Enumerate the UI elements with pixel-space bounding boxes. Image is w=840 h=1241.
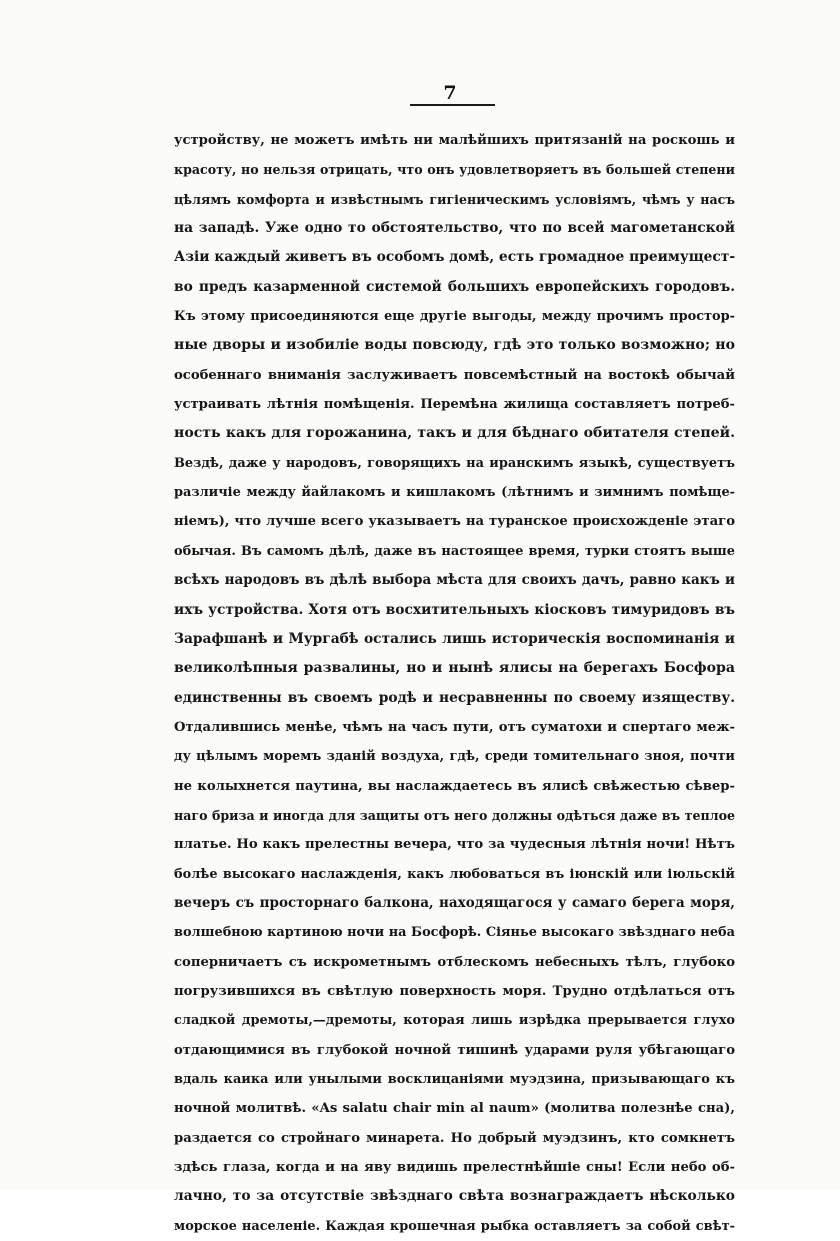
text-line: ихъ устройства. Хотя отъ восхитительныхъ кіосковъ тимуридовъ въ [174,601,735,618]
text-line: Къ этому присоединяются еще другіе выгоды, между прочимъ простор- [174,309,735,325]
text-line: цѣлямъ комфорта и извѣстнымъ гигіеническимъ условіямъ, чѣмъ у насъ [174,191,735,207]
text-line: погрузившихся въ свѣтлую поверхность моря. Трудно отдѣлаться отъ [174,983,735,999]
text-line: ночной молитвѣ. «As salatu chair min al naum» (молитва полезнѣе сна), [174,1101,735,1117]
text-line: особеннаго вниманія заслуживаетъ повсемѣстный на востокѣ обычай [174,367,735,383]
text-line: волшебною картиною ночи на Босфорѣ. Сіянье высокаго звѣзднаго неба [174,925,735,941]
text-line: во предъ казарменной системой большихъ европейскихъ городовъ. [174,278,735,295]
text-line: раздается со стройнаго минарета. Но добрый муэдзинъ, кто сомкнетъ [174,1130,735,1146]
text-line: всѣхъ народовъ въ дѣлѣ выбора мѣста для своихъ дачъ, равно какъ и [174,572,735,589]
text-line: ніемъ), что лучше всего указываетъ на туранское происхожденіе этаго [174,514,735,530]
text-line: морское населеніе. Каждая крошечная рыбка оставляетъ за собой свѣт- [174,1218,735,1234]
text-line: Вездѣ, даже у народовъ, говорящихъ на иранскимъ языкѣ, существуетъ [174,455,735,471]
text-line: Зарафшанѣ и Мургабѣ остались лишь историческія воспоминанія и [174,630,735,647]
text-line: болѣе высокаго наслажденія, какъ любоваться въ іюнскій или іюльскій [174,866,735,882]
text-line: платье. Но какъ прелестны вечера, что за чудесныя лѣтнія ночи! Нѣтъ [174,837,735,853]
text-line: вдаль каика или унылыми восклицаніями муэдзина, призывающаго къ [174,1072,735,1087]
text-line: красоту, но нельзя отрицать, что онъ удовлетворяетъ въ большей степени [174,162,735,178]
text-line: Азіи каждый живетъ въ особомъ домѣ, есть громадное преимущест- [174,249,735,266]
text-line: ные дворы и изобиліе воды повсюду, гдѣ это только возможно; но [174,337,735,354]
text-line: наго бриза и иногда для защиты отъ него должны одѣться даже въ теплое [174,807,735,823]
text-line: сладкой дремоты,—дремоты, которая лишь изрѣдка прерывается глухо [174,1013,735,1029]
text-line: ность какъ для горожанина, такъ и для бѣднаго обитателя степей. [174,425,735,442]
page-number: 7 [443,82,457,104]
text-line: ду цѣлымъ моремъ зданій воздуха, гдѣ, среди томительнаго зноя, почти [174,749,735,765]
text-line: обычая. Въ самомъ дѣлѣ, даже въ настоящее время, турки стоятъ выше [174,543,735,559]
text-line: устраивать лѣтнія помѣщенія. Перемѣна жилища составляетъ потреб- [174,397,735,413]
text-line: не колыхнется паутина, вы наслаждаетесь въ ялисѣ свѣжестью сѣвер- [174,778,735,794]
text-line: здѣсь глаза, когда и на яву видишь прелестнѣйшіе сны! Если небо об- [174,1160,735,1176]
text-line: различіе между йайлакомъ и кишлакомъ (лѣтнимъ и зимнимъ помѣще- [174,485,735,501]
body-text [174,126,735,1241]
text-line: на западѣ. Уже одно то обстоятельство, что по всей магометанской [174,220,735,237]
header-rule [410,104,495,106]
text-line: соперничаетъ съ искрометнымъ отблескомъ небесныхъ тѣлъ, глубоко [174,954,735,970]
text-line: Отдалившись менѣе, чѣмъ на часъ пути, отъ суматохи и спертаго меж- [174,719,735,735]
text-line: великолѣпныя развалины, но и нынѣ ялисы на берегахъ Босфора [174,660,735,677]
text-line: вечеръ съ просторнаго балкона, находящагося у самаго берега моря, [174,894,735,911]
text-line: устройству, не можетъ имѣть ни малѣйшихъ притязаній на роскошь и [174,133,735,148]
text-line: единственны въ своемъ родѣ и несравненны по своему изяществу. [174,689,735,706]
text-line: отдающимися въ глубокой ночной тишинѣ ударами руля убѣгающаго [174,1042,735,1058]
text-line: лачно, то за отсутствіе звѣзднаго свѣта вознаграждаетъ нѣсколько [174,1188,735,1205]
